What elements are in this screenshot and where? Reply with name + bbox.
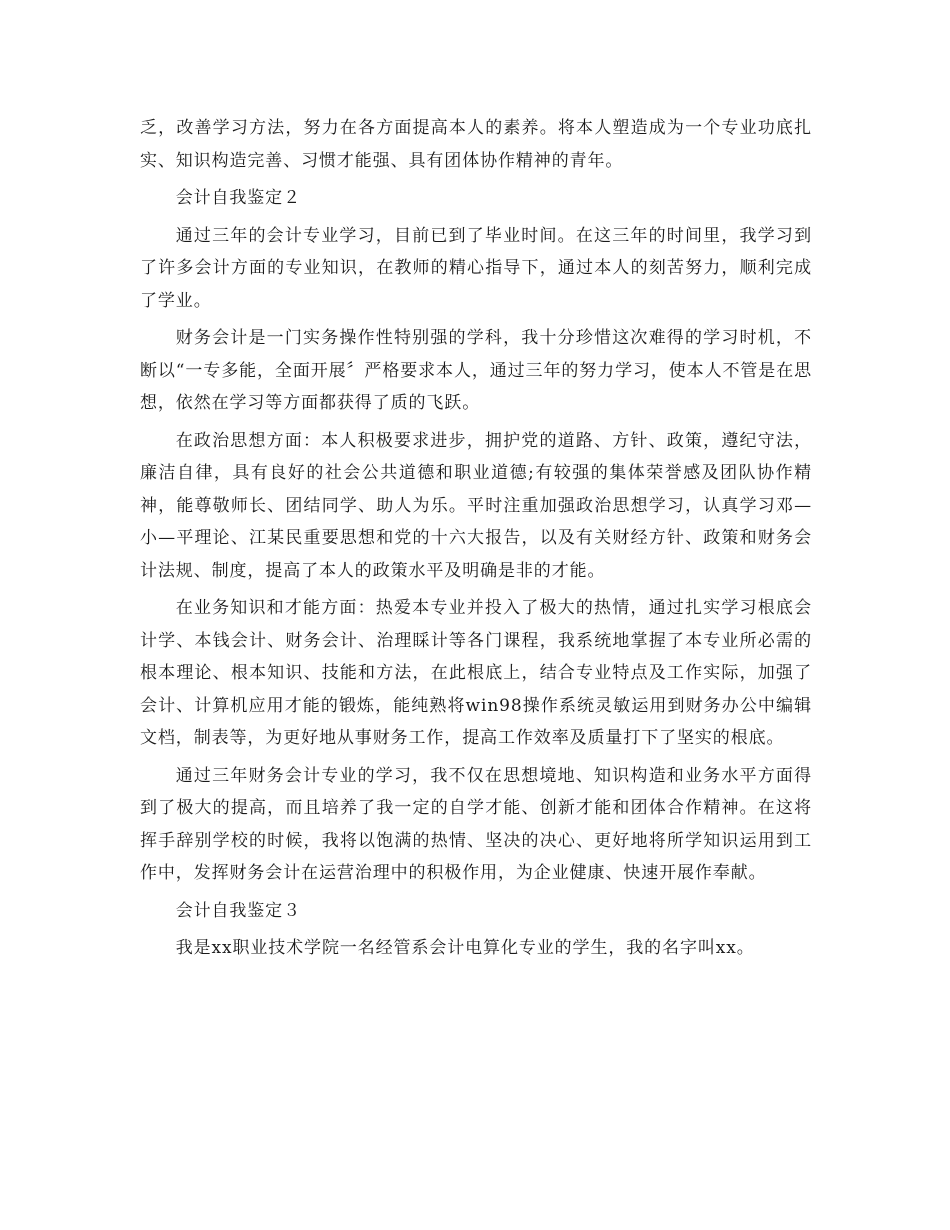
continuation-paragraph: 乏，改善学习方法，努力在各方面提高本人的素养。将本人塑造成为一个专业功底扎实、知识构造完善、习惯才能强、具有团体协作精神的青年。: [140, 118, 812, 171]
section-3-heading: 会计自我鉴定３: [175, 900, 301, 921]
section-3-paragraph-1: 我是xx职业技术学院一名经管系会计电算化专业的学生，我的名字叫xx。: [175, 938, 755, 958]
section-2-paragraph-1: 通过三年的会计专业学习，目前已到了毕业时间。在这三年的时间里，我学习到了许多会计方面的专业知识，在教师的精心指导下，通过本人的刻苦努力，顺利完成了学业。: [140, 225, 812, 311]
section-2-paragraph-4: 在业务知识和才能方面：热爱本专业并投入了极大的热情，通过扎实学习根底会计学、本钱会计、财务会计、治理睬计等各门课程，我系统地掌握了本专业所必需的根本理论、根本知识、技能和方法，在此根底上，结合专业特点及工作实际，加强了会计、计算机应用才能的锻炼，能纯熟将win98操作系统灵敏运用到财务办公中编辑文档，制表等，为更好地从事财务工作，提高工作效率及质量打下了坚实的根底。: [140, 598, 812, 748]
section-2-paragraph-2: 财务会计是一门实务操作性特别强的学科，我十分珍惜这次难得的学习时机，不断以“一专多能，全面开展〞严格要求本人，通过三年的努力学习，使本人不管是在思想，依然在学习等方面都获得了质的飞跃。: [140, 328, 812, 413]
section-2-heading: 会计自我鉴定２: [175, 188, 301, 208]
section-2-paragraph-5: 通过三年财务会计专业的学习，我不仅在思想境地、知识构造和业务水平方面得到了极大的提高，而且培养了我一定的自学才能、创新才能和团体合作精神。在这将挥手辞别学校的时候，我将以饱满的热情、坚决的决心、更好地将所学知识运用到工作中，发挥财务会计在运营治理中的积极作用，为企业健康、快速开展作奉献。: [140, 765, 812, 883]
document-body: [140, 112, 812, 965]
section-2-paragraph-3: 在政治思想方面：本人积极要求进步，拥护党的道路、方针、政策，遵纪守法，廉洁自律，具有良好的社会公共道德和职业道德;有较强的集体荣誉感及团队协作精神，能尊敬师长、团结同学、助人为乐。平时注重加强政治思想学习，认真学习邓—小—平理论、江某民重要思想和党的十六大报告，以及有关财经方针、政策和财务会计法规、制度，提高了本人的政策水平及明确是非的才能。: [140, 430, 812, 581]
